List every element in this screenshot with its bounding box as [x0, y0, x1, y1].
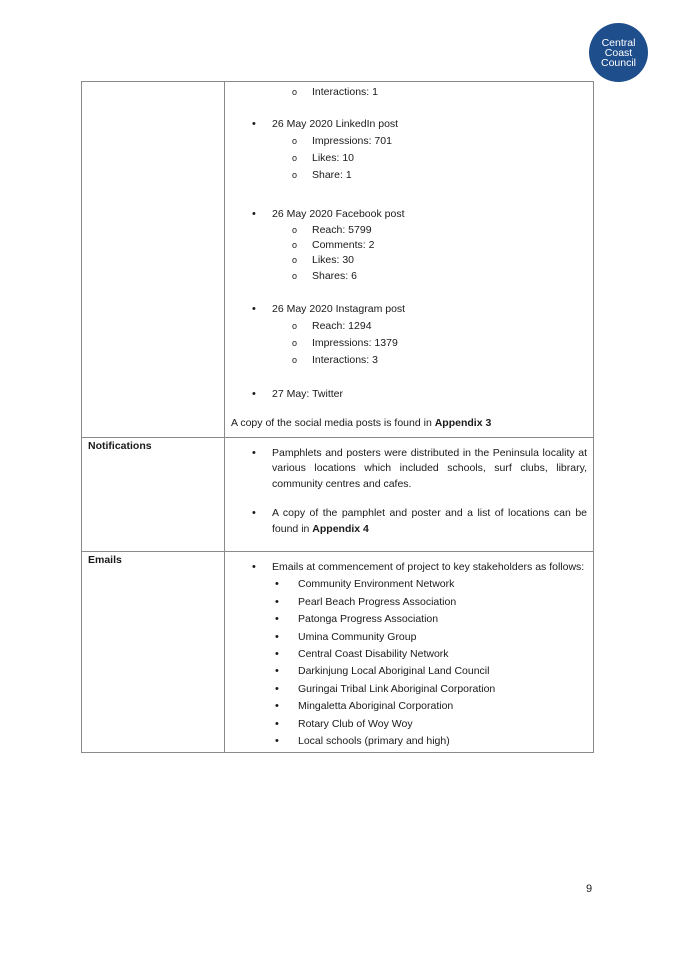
stakeholder-item: • Patonga Progress Association [231, 611, 587, 628]
list-item: o Reach: 5799 [231, 223, 587, 238]
list-item: • Emails at commencement of project to key stakeholders as follows: [231, 559, 587, 576]
stakeholder-item: • Rotary Club of Woy Woy [231, 716, 587, 733]
stakeholder-item: • Darkinjung Local Aboriginal Land Council [231, 663, 587, 680]
appendix-ref: Appendix 4 [312, 522, 369, 535]
emails-cell [225, 552, 594, 753]
stakeholder-item: • Umina Community Group [231, 629, 587, 646]
list-item: o Interactions: 1 [231, 84, 587, 101]
logo-line: Council [600, 56, 637, 69]
list-item: o Share: 1 [231, 167, 587, 184]
page-number: 9 [586, 883, 593, 895]
stakeholder-item: • Mingaletta Aboriginal Corporation [231, 698, 587, 715]
row-label-empty [82, 82, 225, 438]
row-label-emails: Emails [82, 552, 225, 753]
list-item: o Shares: 6 [231, 269, 587, 284]
table-row [82, 437, 594, 552]
notifications-cell [225, 437, 594, 552]
list-item: o Impressions: 1379 [231, 335, 587, 352]
council-logo [589, 23, 648, 82]
table-row [82, 82, 594, 438]
item-text: A copy of the pamphlet and poster and a list of locations can be found in [272, 507, 587, 535]
list-item: o Comments: 2 [231, 238, 587, 253]
stakeholder-item: • Pearl Beach Progress Association [231, 594, 587, 611]
appendix-text: A copy of the social media posts is found in [231, 416, 435, 429]
engagement-table [81, 81, 594, 753]
list-item [231, 506, 587, 537]
list-item: • 26 May 2020 Facebook post [231, 206, 587, 223]
row-label-notifications: Notifications [82, 437, 225, 552]
list-item: o Likes: 30 [231, 253, 587, 268]
list-item: o Likes: 10 [231, 150, 587, 167]
logo-line: Central [601, 36, 636, 49]
list-item: o Interactions: 3 [231, 352, 587, 369]
list-item: o Impressions: 701 [231, 133, 587, 150]
logo-line: Coast [604, 46, 633, 59]
table-row [82, 552, 594, 753]
stakeholder-item: • Community Environment Network [231, 576, 587, 593]
stakeholder-item: • Local schools (primary and high) [231, 733, 587, 750]
list-item: • 27 May: Twitter [231, 386, 587, 403]
appendix-note [231, 415, 587, 432]
list-item: • 26 May 2020 LinkedIn post [231, 116, 587, 133]
list-item: o Reach: 1294 [231, 318, 587, 335]
list-item: • Pamphlets and posters were distributed in the Peninsula locality at various locations which included schools, surf clubs, library, community centres and cafes. [231, 446, 587, 493]
appendix-ref: Appendix 3 [434, 416, 492, 429]
social-media-cell [225, 82, 594, 438]
stakeholder-item: • Central Coast Disability Network [231, 646, 587, 663]
stakeholder-item: • Guringai Tribal Link Aboriginal Corporation [231, 681, 587, 698]
list-item: • 26 May 2020 Instagram post [231, 301, 587, 318]
